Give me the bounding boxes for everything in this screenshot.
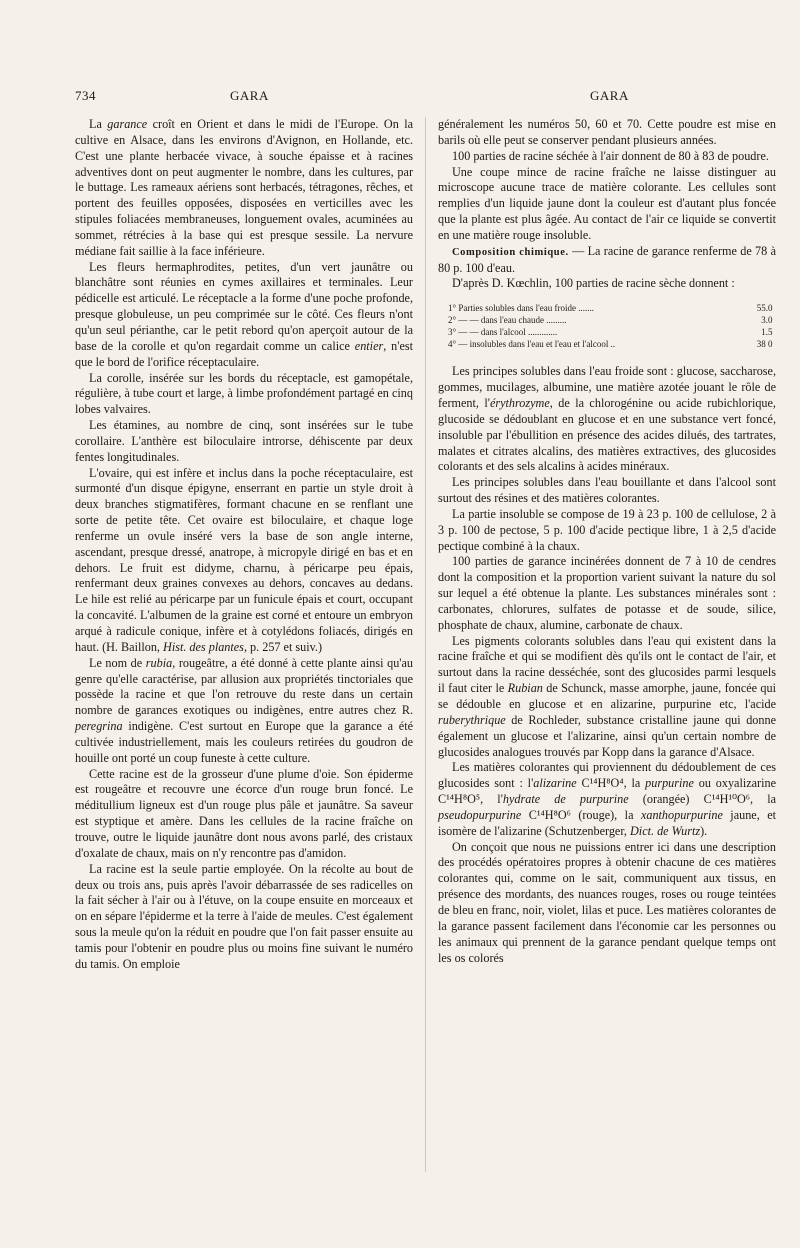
text-run: Les étamines, au nombre de cinq, sont insérées sur le tube corollaire. L'anthère est biloculaire introrse, déhiscente par deux fentes longitudinales. (75, 418, 413, 464)
left-paragraph (75, 418, 413, 466)
text-run: D'après D. Kœchlin, 100 parties de racine sèche donnent : (452, 276, 735, 291)
left-paragraph (75, 862, 413, 973)
composition-table (448, 302, 772, 350)
right-paragraph (438, 840, 776, 967)
text-run: croît en Orient et dans le midi de l'Europe. On la cultive en Alsace, dans les environs d'Avignon, en Hollande, etc. C'est une plante herbacée vivace, à souche épaisse et à racines adventives dont on peut augmenter le nombre, dans les cultures, par le buttage. Les rameaux aériens sont herbacés, tétragones, rêches, et portent des feuilles opposées, disposées en verticilles avec les stipules foliacées membraneuses, longuement ovales, acuminées au sommet, rétrécies à la base qui est presque sessile. La nervure médiane fait saillie à la face inférieure. (75, 117, 413, 258)
left-paragraph (75, 767, 413, 862)
italic-term: purpurine (645, 776, 694, 791)
composition-label: 2° — — dans l'eau chaude ......... (448, 315, 567, 326)
right-paragraph (438, 475, 776, 507)
text-run: C¹⁴H⁸O⁶ (rouge), la (521, 807, 641, 822)
column-divider (425, 117, 426, 1172)
left-column (75, 117, 413, 973)
composition-label: 1° Parties solubles dans l'eau froide ....... (448, 303, 594, 314)
italic-term: Dict. de Wurtz (630, 823, 701, 838)
composition-value: 1.5 (761, 327, 773, 338)
text-run: La (89, 117, 108, 131)
text-run: généralement les numéros 50, 60 et 70. Cette poudre est mise en barils où elle peut se conserver pendant plusieurs années. (438, 117, 776, 147)
text-run: , p. 257 et suiv.) (243, 639, 323, 654)
text-run: Le nom de (89, 655, 146, 670)
italic-term: garance (107, 117, 148, 131)
italic-term: ruberythrique (438, 712, 506, 727)
text-run: On conçoit que nous ne puissions entrer ici dans une description des procédés opératoires propres à obtenir chacune de ces matières colorantes qui, comme on le sait, communiquent aux tissus, en présence des mordants, des nuances rouges, roses ou rouge teintées de bleu en franc, noir, violet, lilas et puce. Les matières colorantes de la garance passent facilement dans l'économie car les personnes ou les animaux qui prennent de la garance pendant quelque temps ont les os colorés (438, 839, 776, 965)
italic-term: xanthopurpurine (640, 807, 723, 822)
page-number: 734 (75, 88, 96, 103)
text-run: (orangée) C¹⁴H¹⁰O⁶, la (628, 792, 777, 807)
text-run: C¹⁴H⁸O⁴, la (576, 776, 646, 791)
italic-term: hydrate de purpurine (502, 792, 629, 807)
table-row (448, 302, 772, 314)
right-paragraph (438, 634, 776, 761)
text-run: — La racine de garance renferme de 78 à 80 p. 100 d'eau. (438, 243, 776, 275)
right-paragraph (438, 364, 776, 475)
text-run: Les matières colorantes qui proviennent du dédoublement de ces glucosides sont : l' (438, 760, 776, 791)
italic-term: alizarine (533, 776, 577, 791)
right-paragraph (438, 244, 776, 277)
running-headword-left: GARA (230, 88, 269, 103)
italic-term: érythrozyme (489, 395, 550, 410)
running-headword-right: GARA (590, 88, 629, 103)
text-run: , n'est que le bord de l'orifice réceptaculaire. (75, 338, 413, 369)
right-column-bottom (438, 364, 776, 966)
composition-label: 3° — — dans l'alcool ............. (448, 327, 558, 338)
left-paragraph (75, 117, 413, 260)
text-run: La corolle, insérée sur les bords du réceptacle, est gamopétale, régulière, à tube court et large, à limbe profondément partagé en cinq lobes valvaires. (75, 370, 413, 417)
text-run: ). (700, 823, 708, 838)
section-heading: Composition chimique. (452, 246, 569, 258)
right-paragraph (438, 149, 776, 165)
text-run: Les principes solubles dans l'eau bouillante et dans l'alcool sont surtout des résines et des matières colorantes. (438, 475, 776, 506)
italic-term: Rubian (507, 681, 543, 696)
italic-term: entier (354, 338, 384, 353)
right-paragraph (438, 554, 776, 633)
left-paragraph (75, 260, 413, 371)
text-run: L'ovaire, qui est infère et inclus dans la poche réceptaculaire, est surmonté d'un disque épigyne, enserrant en partie un style droit à deux branches stigmatifères, formant chacune en se renflant une sorte de petite tête. Cet ovaire est biloculaire, et chaque loge renferme un ovule inséré vers la base de son angle interne, ascendant, presque dressé, anatrope, à micropyle dirigé en bas et en dehors. Le fruit est didyme, charnu, à péricarpe peu épais, renfermant deux graines convexes au dehors, concaves au dedans. Le hile est relié au péricarpe par un funicule épais et court, occupant la concavité. L'albumen de la graine est corné et entoure un embryon arqué à radicule conique, infère et à cotylédons foliacés, dirigés en haut. (H. Baillon, (75, 465, 413, 654)
text-run: Les principes solubles dans l'eau froide sont : glucose, saccharose, gommes, mucilages, albumine, une matière azotée jouant le rôle de ferment, l' (438, 364, 776, 410)
text-run: , de la chlorogénine ou acide rubichlorique, glucoside se dédoublant en glucose et en une substance vert foncé, insoluble par l'ébullition en présence des acides dilués, des tartrates, malates et citrates alcalins, des matières extractives, des glucosides colorants et des sels alcalins à acides minéraux. (438, 395, 776, 474)
text-run: de Rochleder, substance cristalline jaune qui donne également un glucose et l'alizarine, ainsi qu'un certain nombre de glucosides analogues trouvés par Kopp dans la garance d'Alsace. (438, 712, 776, 759)
text-run: Les fleurs hermaphrodites, petites, d'un vert jaunâtre ou blanchâtre sont réunies en cymes axillaires et terminales. Leur pédicelle est articulé. Le réceptacle a la forme d'une poche profonde, presque globuleuse, un peu comprimée sur le côté. Ces fleurs n'ont qu'un seul périanthe, car le petit rebord qu'on aperçoit autour de la base de la corolle et qu'on regardait comme un calice (75, 259, 413, 353)
right-column (438, 117, 776, 966)
text-run: jaune, et isomère de l'alizarine (Schutzenberger, (438, 807, 776, 838)
text-run: La racine est la seule partie employée. On la récolte au bout de deux ou trois ans, puis après l'avoir débarrassée de ses radicelles on la fait sécher à l'air ou à l'étuve, on la coupe ensuite en morceaux et on en sépare l'épiderme et la terre à l'aide de meules. C'est également sous la meule qu'on la réduit en poudre que l'on fait passer ensuite au tamis pour l'obtenir en poudre plus ou moins fine suivant le numéro du tamis. On emploie (75, 861, 413, 971)
italic-term: rubia (145, 655, 173, 670)
text-run: indigène. C'est surtout en Europe que la garance a été cultivée industriellement, mais les couleurs retirées du goudron de houille ont porté un coup funeste à cette culture. (75, 719, 413, 765)
composition-value: 3.0 (761, 315, 773, 326)
left-paragraph (75, 656, 413, 767)
right-paragraph (438, 760, 776, 839)
composition-label: 4° — insolubles dans l'eau et l'eau et l'alcool .. (448, 339, 616, 350)
right-paragraph (438, 507, 776, 555)
text-run: de Schunck, masse amorphe, jaune, foncée qui se dédouble en glucose et en alizarine, purpurine etc, l'acide (438, 681, 776, 711)
left-paragraph (75, 371, 413, 419)
right-paragraph (438, 165, 776, 244)
text-run: 100 parties de racine séchée à l'air donnent de 80 à 83 de poudre. (452, 148, 769, 163)
text-run: ou oxyalizarine C¹⁴H⁸O⁵, l' (438, 776, 776, 807)
table-row (448, 326, 772, 338)
text-run: Une coupe mince de racine fraîche ne laisse distinguer au microscope aucune trace de matière colorante. Les cellules sont remplies d'un liquide jaune dont la couleur est d'autant plus foncée que la plante est plus âgée. Au contact de l'air ce liquide se convertit en une matière rouge insoluble. (438, 164, 776, 242)
text-run: La partie insoluble se compose de 19 à 23 p. 100 de cellulose, 2 à 3 p. 100 de pectose, 5 p. 100 d'acide pectique libre, 1 à 2,5 d'acide pectique combiné à la chaux. (438, 506, 776, 553)
italic-term: pseudopurpurine (438, 807, 522, 822)
text-run: Les pigments colorants solubles dans l'eau qui existent dans la racine fraîche et qui se modifient dès qu'ils ont le contact de l'air, et surtout dans la racine desséchée, sont des glucosides parmi lesquels il faut citer le (438, 633, 776, 696)
composition-value: 38 0 (756, 339, 773, 350)
composition-value: 55.0 (756, 303, 773, 314)
right-paragraph (438, 117, 776, 149)
left-paragraph (75, 466, 413, 656)
running-header (0, 88, 800, 108)
text-run: 100 parties de garance incinérées donnent de 7 à 10 de cendres dont la composition et la proportion varient suivant la nature du sol sur lequel a été obtenue la plante. Les substances minérales sont : carbonates, chlorures, sulfates de potasse et de soude, silice, phosphate de chaux, alumine, carbonate de chaux. (438, 554, 776, 632)
text-run: , rougeâtre, a été donné à cette plante ainsi qu'au genre qu'elle caractérise, par allusion aux propriétés tinctoriales que possède la racine et que l'on retrouve du reste dans un certain nombre de garances exotiques ou indigènes, entre autres chez R. (75, 655, 413, 718)
italic-term: peregrina (75, 719, 123, 734)
right-paragraph (438, 276, 776, 292)
italic-term: Hist. des plantes (163, 639, 244, 654)
table-row (448, 338, 772, 350)
text-run: Cette racine est de la grosseur d'une plume d'oie. Son épiderme est rougeâtre et recouvre une écorce d'un rouge brun foncé. Le méditullium ligneux est d'un rouge plus pâle et jaunâtre. Sa saveur est styptique et amère. Dans les cellules de la racine fraîche on trouve, outre le liquide jaunâtre dont nous avons parlé, des cristaux d'oxalate de chaux, mais on n'y rencontre pas d'amidon. (75, 766, 413, 860)
table-row (448, 314, 772, 326)
right-column-top (438, 117, 776, 292)
